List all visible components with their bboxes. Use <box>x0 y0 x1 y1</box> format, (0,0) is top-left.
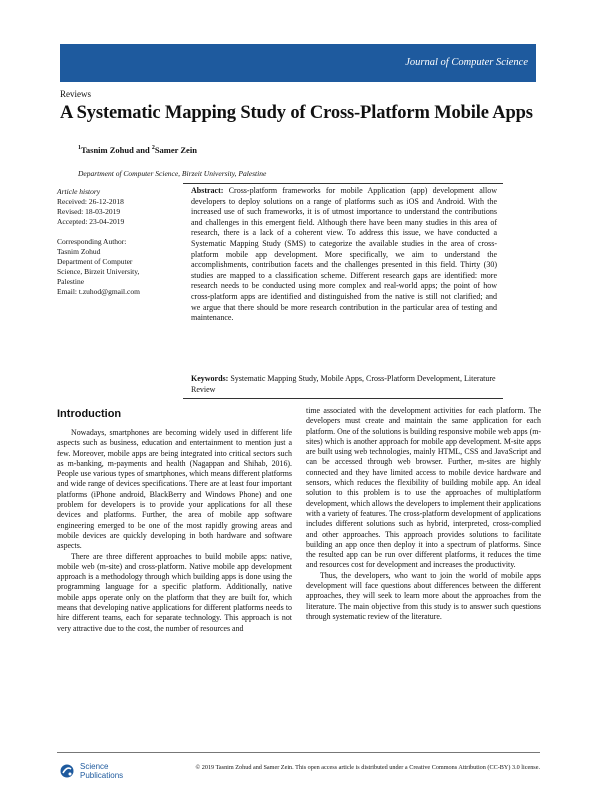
author-1-affil-sup: 1 <box>78 145 81 152</box>
publisher-name-line-2: Publications <box>80 771 124 780</box>
keywords-text: Systematic Mapping Study, Mobile Apps, Cross-Platform Development, Literature Review <box>191 374 496 394</box>
affiliation: Department of Computer Science, Birzeit University, Palestine <box>78 169 267 178</box>
abstract-top-rule <box>183 183 503 184</box>
corresponding-name: Tasnim Zohud <box>57 247 101 256</box>
journal-name: Journal of Computer Science <box>405 57 528 68</box>
accepted-date: Accepted: 23-04-2019 <box>57 217 125 226</box>
corresponding-dept-2: Science, Birzeit University, <box>57 267 140 276</box>
article-sidebar <box>57 187 183 297</box>
left-column <box>57 428 292 634</box>
introduction-heading: Introduction <box>57 408 122 420</box>
author-2-affil-sup: 2 <box>151 145 155 152</box>
abstract-text: Cross-platform frameworks for mobile Application (app) development allow developers to deploy solutions on a range of platforms such as iOS and Android. With the increased use of such frameworks, it is of utmost importance to understand the contributions and challenges in this emergent field. Although there have been many studies in this area of research, there is a lack of a coherent view. To address this issue, we have conducted a Systematic Mapping Study (SMS) to categorize the available studies in the area of cross-platform mobile app development. More specifically, we aim to understand the accomplishments, contribution facets and the challenges presented in this field. Thirty (30) studies are mapped to a classification scheme. Different research gaps are identified: more research needs to be conducted using more complex and real-world apps; the point of how cross-platform apps are identified and distinguished from the native is still not clarified; and we argue that there should be more research contribution in the particular area of testing and maintenance. <box>191 186 497 323</box>
publisher-logo-icon <box>60 764 74 778</box>
copyright-notice: © 2019 Tasnim Zohud and Samer Zein. This open access article is distributed under a Creative Commons Attribution (CC-BY) 3.0 license. <box>195 764 540 771</box>
author-1: Tasnim Zohud <box>81 145 134 155</box>
abstract <box>191 186 497 324</box>
keywords <box>191 374 497 395</box>
received-date: Received: 26-12-2018 <box>57 197 124 206</box>
corresponding-label: Corresponding Author: <box>57 237 127 246</box>
journal-banner <box>60 44 536 82</box>
corresponding-email[interactable]: Email: t.zuhod@gmail.com <box>57 287 140 296</box>
intro-paragraph-2: There are three different approaches to build mobile apps: native, mobile web (m-site) and cross-platform. Native mobile app development approach is a methodology through which building apps is done using the programming language for a specific platform. Additionally, native mobile apps operate only on the platform that they are built for, which means that developing native applications for different platforms needs to hire different teams, each for separate technology. This approach is not very attractive due to the cost, the number of resources and <box>57 551 292 633</box>
corresponding-country: Palestine <box>57 277 85 286</box>
revised-date: Revised: 18-03-2019 <box>57 207 121 216</box>
publisher-name-line-1: Science <box>80 762 109 771</box>
section-label: Reviews <box>60 89 91 99</box>
history-heading: Article history <box>57 187 101 196</box>
footer-rule <box>57 752 540 753</box>
keywords-bottom-rule <box>183 398 503 399</box>
publisher-logo <box>60 758 130 790</box>
paper-title: A Systematic Mapping Study of Cross-Platform Mobile Apps <box>60 103 533 123</box>
intro-paragraph-4: Thus, the developers, who want to join the world of mobile apps development will face questions about differences between the different approaches, they will seek to learn more about the approaches from the literature. The main objective from this study is to answer such questions through systematic review of the literature. <box>306 570 541 621</box>
author-2: Samer Zein <box>154 145 197 155</box>
author-line <box>78 145 197 155</box>
intro-paragraph-1: Nowadays, smartphones are becoming widely used in different life aspects such as business, education and entertainment to mention just a few. Moreover, mobile apps are being integrated into critical sectors such as m-banking, m-payments and health (Nagappan and Shihab, 2016). People use various types of smartphones, which means different platforms and wide range of devices specifications. There are at least four important platforms (iPhone android, BlackBerry and Windows Phone) and one problem for developers is to provide your applications for all these devices and platforms. Further, the area of mobile app software engineering emerged to be one of the most rapidly growing areas and mobile devices are quickly developing in both hardware and software aspects. <box>57 428 292 551</box>
author-conjunction: and <box>133 145 152 155</box>
abstract-label: Abstract: <box>191 186 224 195</box>
keywords-label: Keywords: <box>191 374 229 383</box>
right-column <box>306 406 541 622</box>
intro-paragraph-3: time associated with the development activities for each platform. The developers must create and maintain the same application for each platform. One of the solutions is building responsive mobile web apps (m-sites) which is another approach for mobile app development. M-site apps are built using web technologies, mainly HTML, CSS and JavaScript and can be accessed through web browser. Further, m-sites are highly connected and they have limited access to mobile device hardware and sensors, which reduces the flexibility of building mobile app. An ideal solution to this problem is to use the approaches of multiplatform development, which allows the developers to implement their applications with a variety of features. The cross-platform development of applications includes different solutions such as hybrid, interpreted, cross-complied and other approaches. This approach provides solutions to facilitate building an app once then deploy it into a spectrum of platforms. Since the resulted app can be run over different platforms, it reduces the time and resources cost for development and increases the productivity. <box>306 406 541 570</box>
corresponding-dept-1: Department of Computer <box>57 257 133 266</box>
